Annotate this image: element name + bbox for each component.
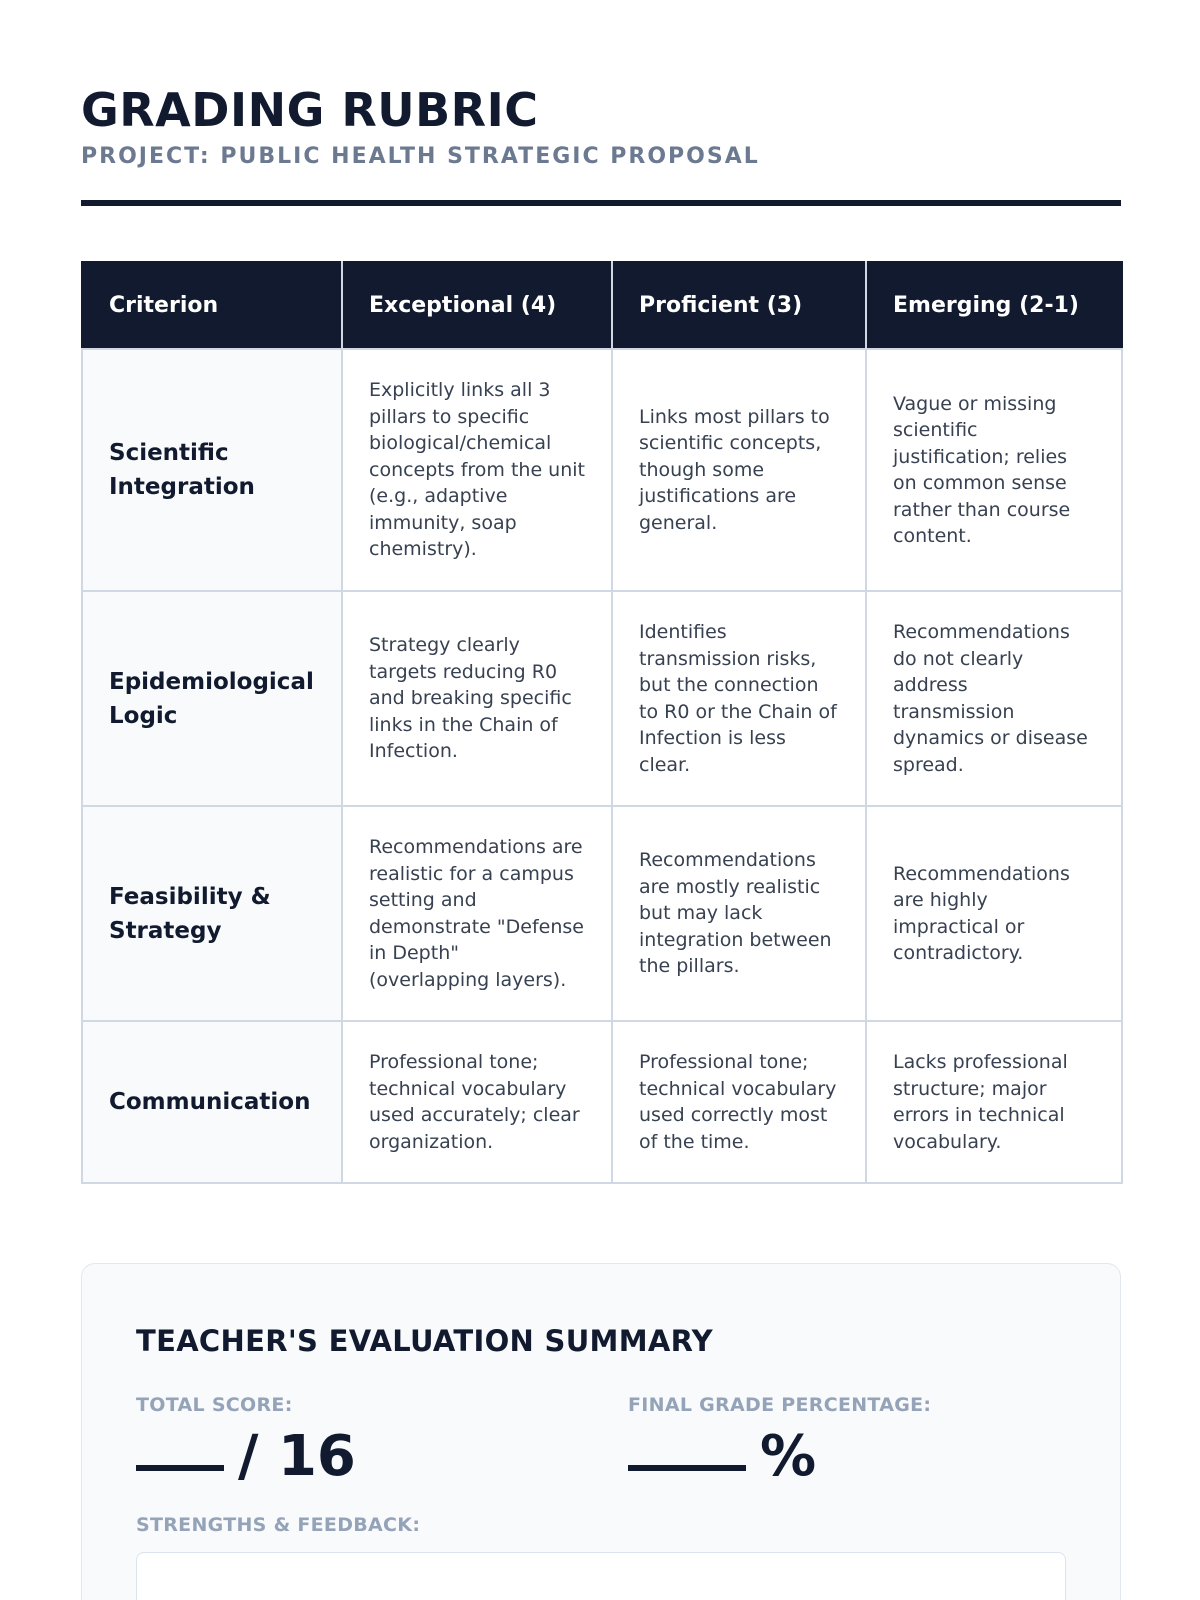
column-header-emerging: Emerging (2-1) (866, 262, 1122, 349)
exceptional-cell: Professional tone; technical vocabulary used accurately; clear organization. (342, 1021, 612, 1183)
table-row (82, 1021, 1122, 1183)
strengths-feedback-label: STRENGTHS & FEEDBACK: (136, 1514, 421, 1536)
final-grade-blank[interactable] (628, 1465, 746, 1471)
criterion-cell: Communication (82, 1021, 342, 1183)
exceptional-cell: Recommendations are realistic for a campus setting and demonstrate "Defense in Depth" (overlapping layers). (342, 806, 612, 1021)
page-title: GRADING RUBRIC (81, 83, 539, 137)
exceptional-cell: Strategy clearly targets reducing R0 and breaking specific links in the Chain of Infection. (342, 591, 612, 806)
total-score-value (136, 1422, 356, 1492)
proficient-cell: Recommendations are mostly realistic but may lack integration between the pillars. (612, 806, 866, 1021)
header-divider (81, 200, 1121, 206)
criterion-cell: Feasibility & Strategy (82, 806, 342, 1021)
column-header-proficient: Proficient (3) (612, 262, 866, 349)
emerging-cell: Lacks professional structure; major errors in technical vocabulary. (866, 1021, 1122, 1183)
final-grade-percent-sign: % (760, 1424, 817, 1489)
page-subtitle: PROJECT: PUBLIC HEALTH STRATEGIC PROPOSAL (81, 144, 760, 169)
total-score-label: TOTAL SCORE: (136, 1394, 293, 1416)
column-header-exceptional: Exceptional (4) (342, 262, 612, 349)
evaluation-summary-card (81, 1263, 1121, 1600)
summary-title: TEACHER'S EVALUATION SUMMARY (136, 1324, 713, 1358)
criterion-cell: Epidemiological Logic (82, 591, 342, 806)
table-row (82, 591, 1122, 806)
final-grade-value (628, 1422, 816, 1492)
exceptional-cell: Explicitly links all 3 pillars to specific biological/chemical concepts from the unit (e.g., adaptive immunity, soap chemistry). (342, 349, 612, 591)
criterion-cell: Scientific Integration (82, 349, 342, 591)
emerging-cell: Recommendations do not clearly address transmission dynamics or disease spread. (866, 591, 1122, 806)
table-header-row (82, 262, 1122, 349)
emerging-cell: Recommendations are highly impractical or contradictory. (866, 806, 1122, 1021)
table-row (82, 349, 1122, 591)
strengths-feedback-field[interactable] (136, 1552, 1066, 1600)
final-grade-label: FINAL GRADE PERCENTAGE: (628, 1394, 932, 1416)
rubric-table (81, 261, 1123, 1184)
column-header-criterion: Criterion (82, 262, 342, 349)
total-score-max: / 16 (238, 1424, 356, 1489)
proficient-cell: Identifies transmission risks, but the connection to R0 or the Chain of Infection is less clear. (612, 591, 866, 806)
proficient-cell: Links most pillars to scientific concepts, though some justifications are general. (612, 349, 866, 591)
proficient-cell: Professional tone; technical vocabulary used correctly most of the time. (612, 1021, 866, 1183)
total-score-blank[interactable] (136, 1465, 224, 1471)
emerging-cell: Vague or missing scientific justification; relies on common sense rather than course content. (866, 349, 1122, 591)
table-row (82, 806, 1122, 1021)
